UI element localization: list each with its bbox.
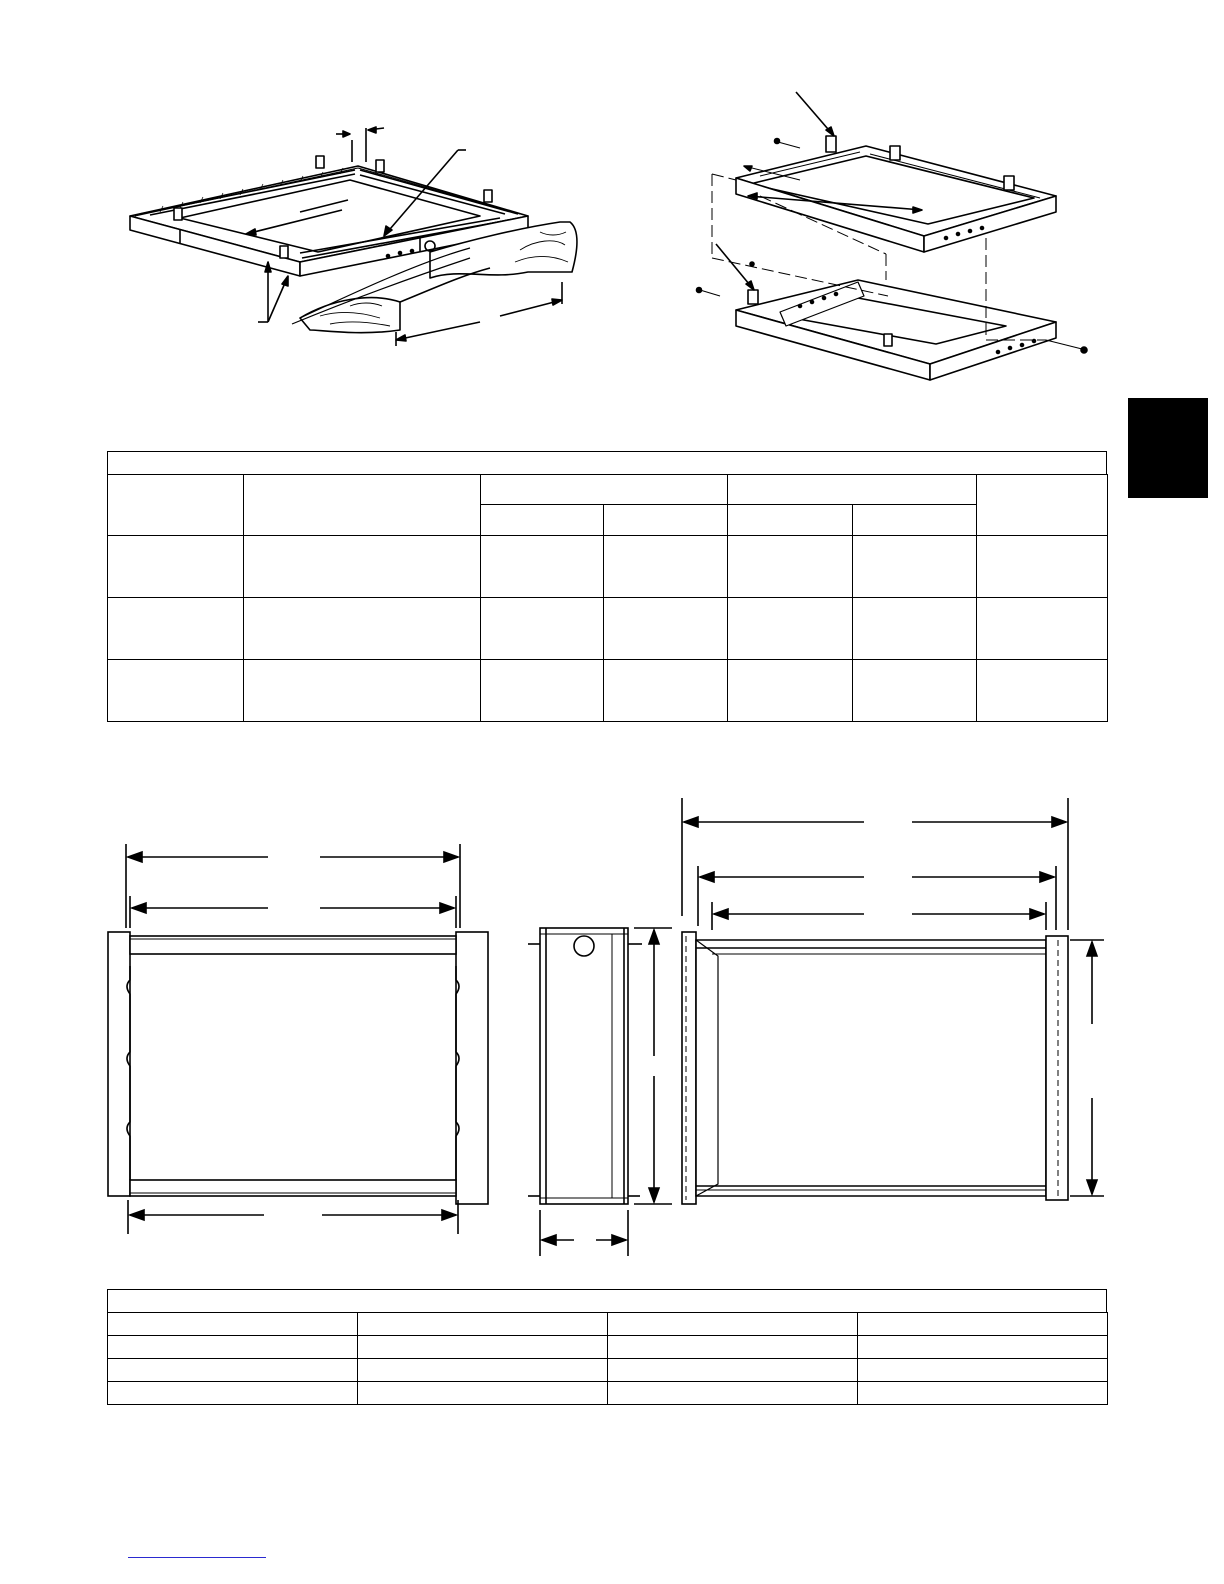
table-cell [853, 598, 977, 660]
cabinet-side-view [520, 920, 670, 1260]
upper-table-header-cell [481, 505, 604, 536]
cabinet-rear-view [670, 790, 1120, 1210]
lower-dimension-table [107, 1312, 1108, 1405]
upper-table-header-cell [977, 475, 1108, 536]
table-cell [108, 660, 244, 722]
lower-table-header-cell [358, 1313, 608, 1336]
lower-table-header-cell [108, 1313, 358, 1336]
table-cell [853, 660, 977, 722]
table-cell [858, 1382, 1108, 1405]
frame-on-floor-drawing [0, 0, 640, 400]
table-row [108, 1336, 1108, 1359]
upper-table-header-cell [108, 475, 244, 536]
table-cell [358, 1336, 608, 1359]
footer-link[interactable] [128, 1557, 266, 1558]
lower-table-header-row [108, 1313, 1108, 1336]
lower-table-title-bar [107, 1289, 1107, 1312]
upper-table-header-cell [604, 505, 728, 536]
lower-table-header-cell [858, 1313, 1108, 1336]
table-cell [608, 1382, 858, 1405]
table-cell [977, 660, 1108, 722]
table-cell [108, 1382, 358, 1405]
upper-table-header-cell [481, 475, 728, 505]
table-row [108, 660, 1108, 722]
table-cell [481, 598, 604, 660]
table-cell [977, 598, 1108, 660]
upper-table-header-row [108, 475, 1108, 505]
table-cell [728, 660, 853, 722]
table-cell [608, 1336, 858, 1359]
upper-table-header-cell [244, 475, 481, 536]
upper-table-header-cell [728, 475, 977, 505]
lower-table-header-cell [608, 1313, 858, 1336]
table-cell [108, 1359, 358, 1382]
table-cell [608, 1359, 858, 1382]
table-cell [604, 536, 728, 598]
table-cell [358, 1359, 608, 1382]
table-cell [244, 598, 481, 660]
table-cell [858, 1336, 1108, 1359]
upper-table-title-bar [107, 451, 1107, 474]
table-cell [481, 660, 604, 722]
table-cell [108, 1336, 358, 1359]
table-cell [244, 660, 481, 722]
table-cell [108, 598, 244, 660]
table-cell [244, 536, 481, 598]
upper-table-header-cell [853, 505, 977, 536]
section-tab [1128, 398, 1208, 498]
table-cell [977, 536, 1108, 598]
table-cell [728, 536, 853, 598]
table-row [108, 1359, 1108, 1382]
table-cell [858, 1359, 1108, 1382]
table-cell [604, 598, 728, 660]
upper-table-header-cell [728, 505, 853, 536]
table-cell [481, 536, 604, 598]
table-row [108, 536, 1108, 598]
upper-dimension-table [107, 474, 1108, 722]
table-cell [853, 536, 977, 598]
table-cell [358, 1382, 608, 1405]
table-cell [728, 598, 853, 660]
table-row [108, 1382, 1108, 1405]
exploded-subbase-drawing [640, 0, 1120, 400]
table-cell [108, 536, 244, 598]
cabinet-front-view [100, 830, 500, 1260]
table-row [108, 598, 1108, 660]
table-cell [604, 660, 728, 722]
